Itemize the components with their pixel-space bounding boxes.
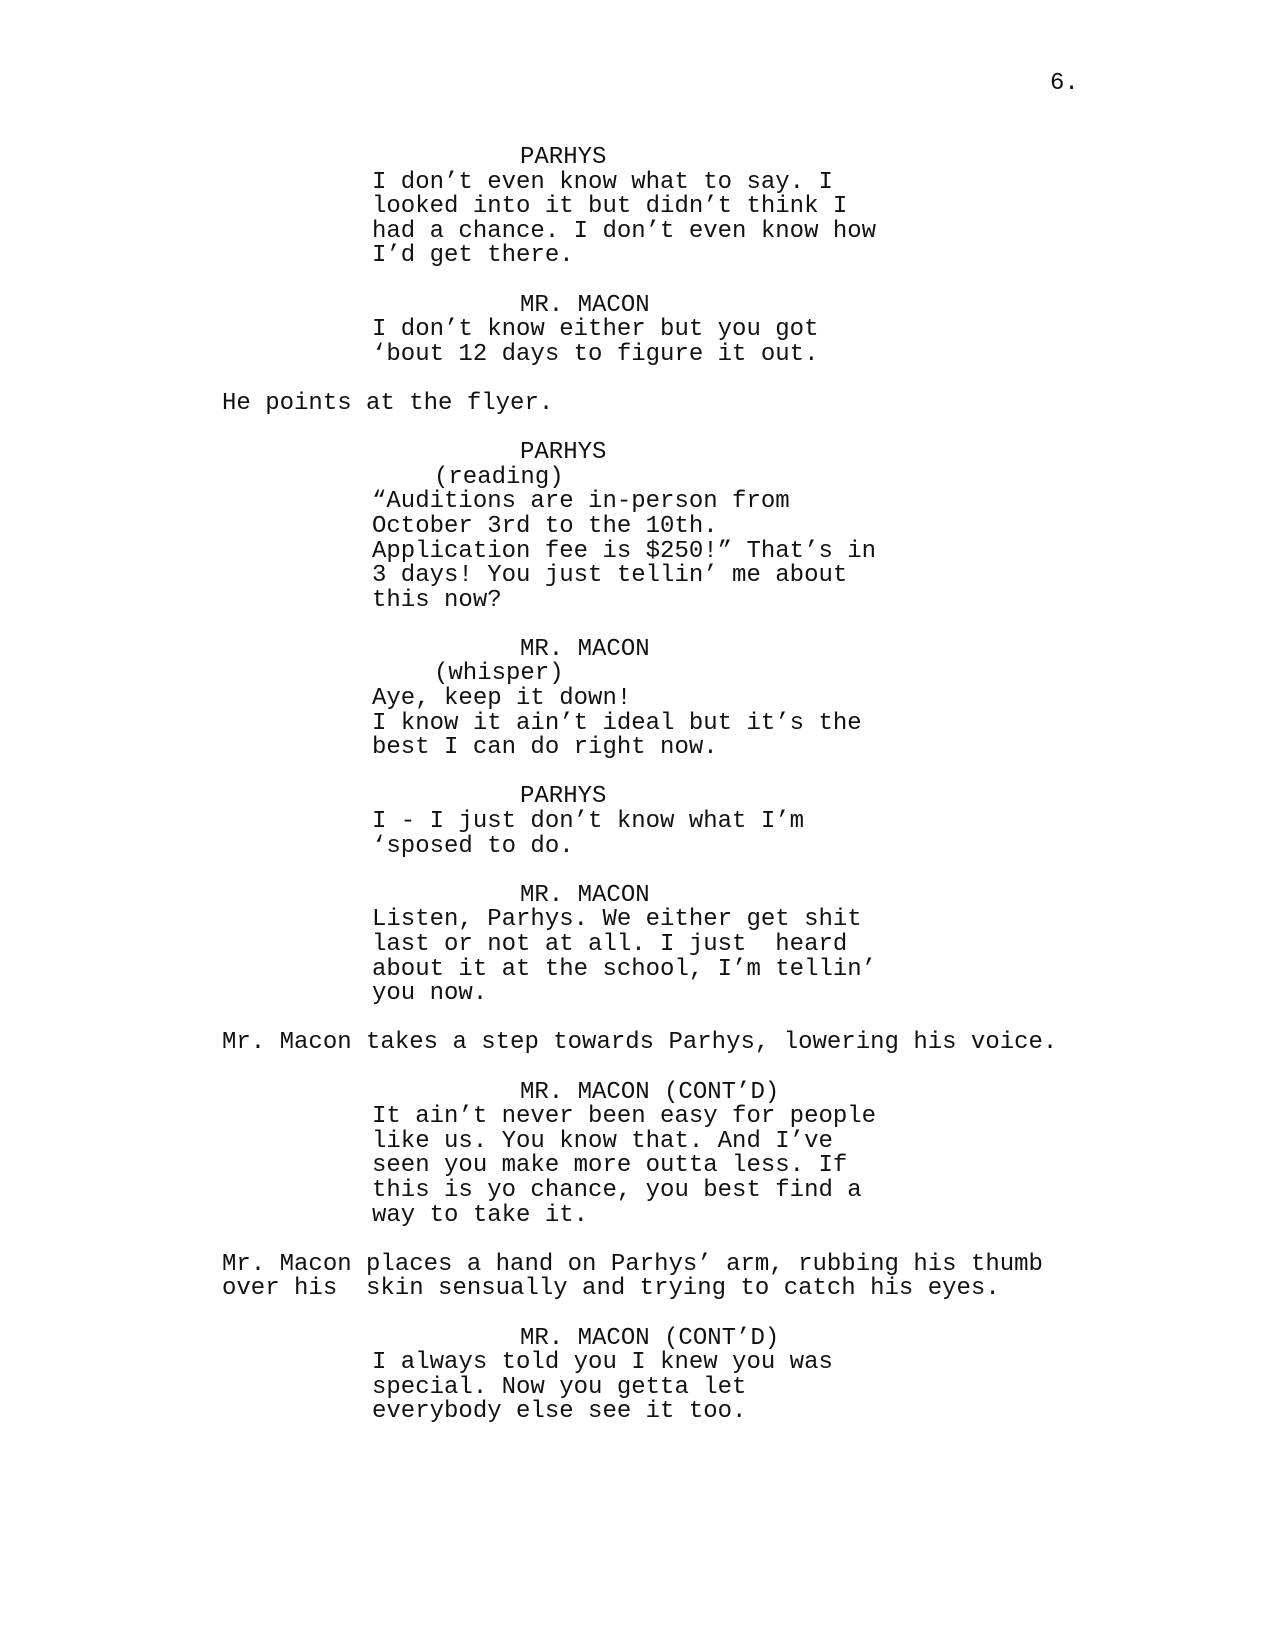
action-line: over his skin sensually and trying to catch his eyes. — [222, 1275, 1000, 1303]
dialogue-line: Application fee is $250!” That’s in — [372, 537, 877, 565]
blank-line — [0, 269, 1275, 294]
dialogue-line: had a chance. I don’t even know how — [372, 217, 877, 245]
blank-line — [0, 1302, 1275, 1327]
blank-line — [0, 613, 1275, 638]
dialogue-line: everybody else see it too. — [372, 1398, 747, 1426]
dialogue-line: Aye, keep it down! — [372, 685, 632, 713]
dialogue-line: way to take it. — [372, 1201, 589, 1229]
dialogue-line: I know it ain’t ideal but it’s the — [372, 709, 862, 737]
character-name: MR. MACON — [520, 635, 650, 663]
screenplay-body — [0, 146, 1275, 1425]
dialogue-line: special. Now you getta let — [372, 1373, 747, 1401]
blank-line — [0, 367, 1275, 392]
character-name: MR. MACON — [520, 881, 650, 909]
character-name: MR. MACON (CONT’D) — [520, 1324, 780, 1352]
dialogue-line: ‘sposed to do. — [372, 832, 574, 860]
dialogue-line: Listen, Parhys. We either get shit — [372, 906, 862, 934]
action-line: Mr. Macon takes a step towards Parhys, lowering his voice. — [222, 1029, 1058, 1057]
dialogue-line: best I can do right now. — [372, 734, 718, 762]
dialogue-line: looked into it but didn’t think I — [372, 193, 848, 221]
parenthetical: (reading) — [434, 463, 564, 491]
dialogue-line: 3 days! You just tellin’ me about — [372, 562, 848, 590]
blank-line — [0, 1056, 1275, 1081]
parenthetical: (whisper) — [434, 660, 564, 688]
dialogue-line: this is yo chance, you best find a — [372, 1176, 862, 1204]
character-name: MR. MACON (CONT’D) — [520, 1078, 780, 1106]
character-name: PARHYS — [520, 439, 607, 467]
page-number: 6. — [1050, 70, 1079, 97]
blank-line — [0, 417, 1275, 442]
dialogue-line: I’d get there. — [372, 242, 574, 270]
character-name: MR. MACON — [520, 291, 650, 319]
dialogue-line: last or not at all. I just heard — [372, 931, 848, 958]
dialogue-line: seen you make more outta less. If — [372, 1152, 848, 1180]
blank-line — [0, 1007, 1275, 1032]
blank-line — [0, 1228, 1275, 1253]
dialogue-line: ‘bout 12 days to figure it out. — [372, 340, 819, 368]
action-line: Mr. Macon places a hand on Parhys’ arm, rubbing his thumb — [222, 1250, 1043, 1278]
dialogue-line: I - I just don’t know what I’m — [372, 808, 805, 836]
dialogue-line: I always told you I knew you was — [372, 1349, 833, 1377]
character-name: PARHYS — [520, 783, 607, 811]
dialogue-line: “Auditions are in-person from — [372, 488, 790, 516]
dialogue-line: about it at the school, I’m tellin’ — [372, 955, 877, 983]
dialogue-line: like us. You know that. And I’ve — [372, 1127, 833, 1155]
dialogue-line: It ain’t never been easy for people — [372, 1103, 877, 1131]
blank-line — [0, 859, 1275, 884]
action-line: He points at the flyer. — [222, 389, 554, 417]
dialogue-line: this now? — [372, 586, 502, 614]
character-name: PARHYS — [520, 144, 607, 171]
blank-line — [0, 761, 1275, 786]
dialogue-line: I don’t know either but you got — [372, 316, 819, 344]
dialogue-line: you now. — [372, 980, 488, 1008]
dialogue-line: I don’t even know what to say. I — [372, 168, 833, 196]
dialogue-line: October 3rd to the 10th. — [372, 512, 718, 540]
